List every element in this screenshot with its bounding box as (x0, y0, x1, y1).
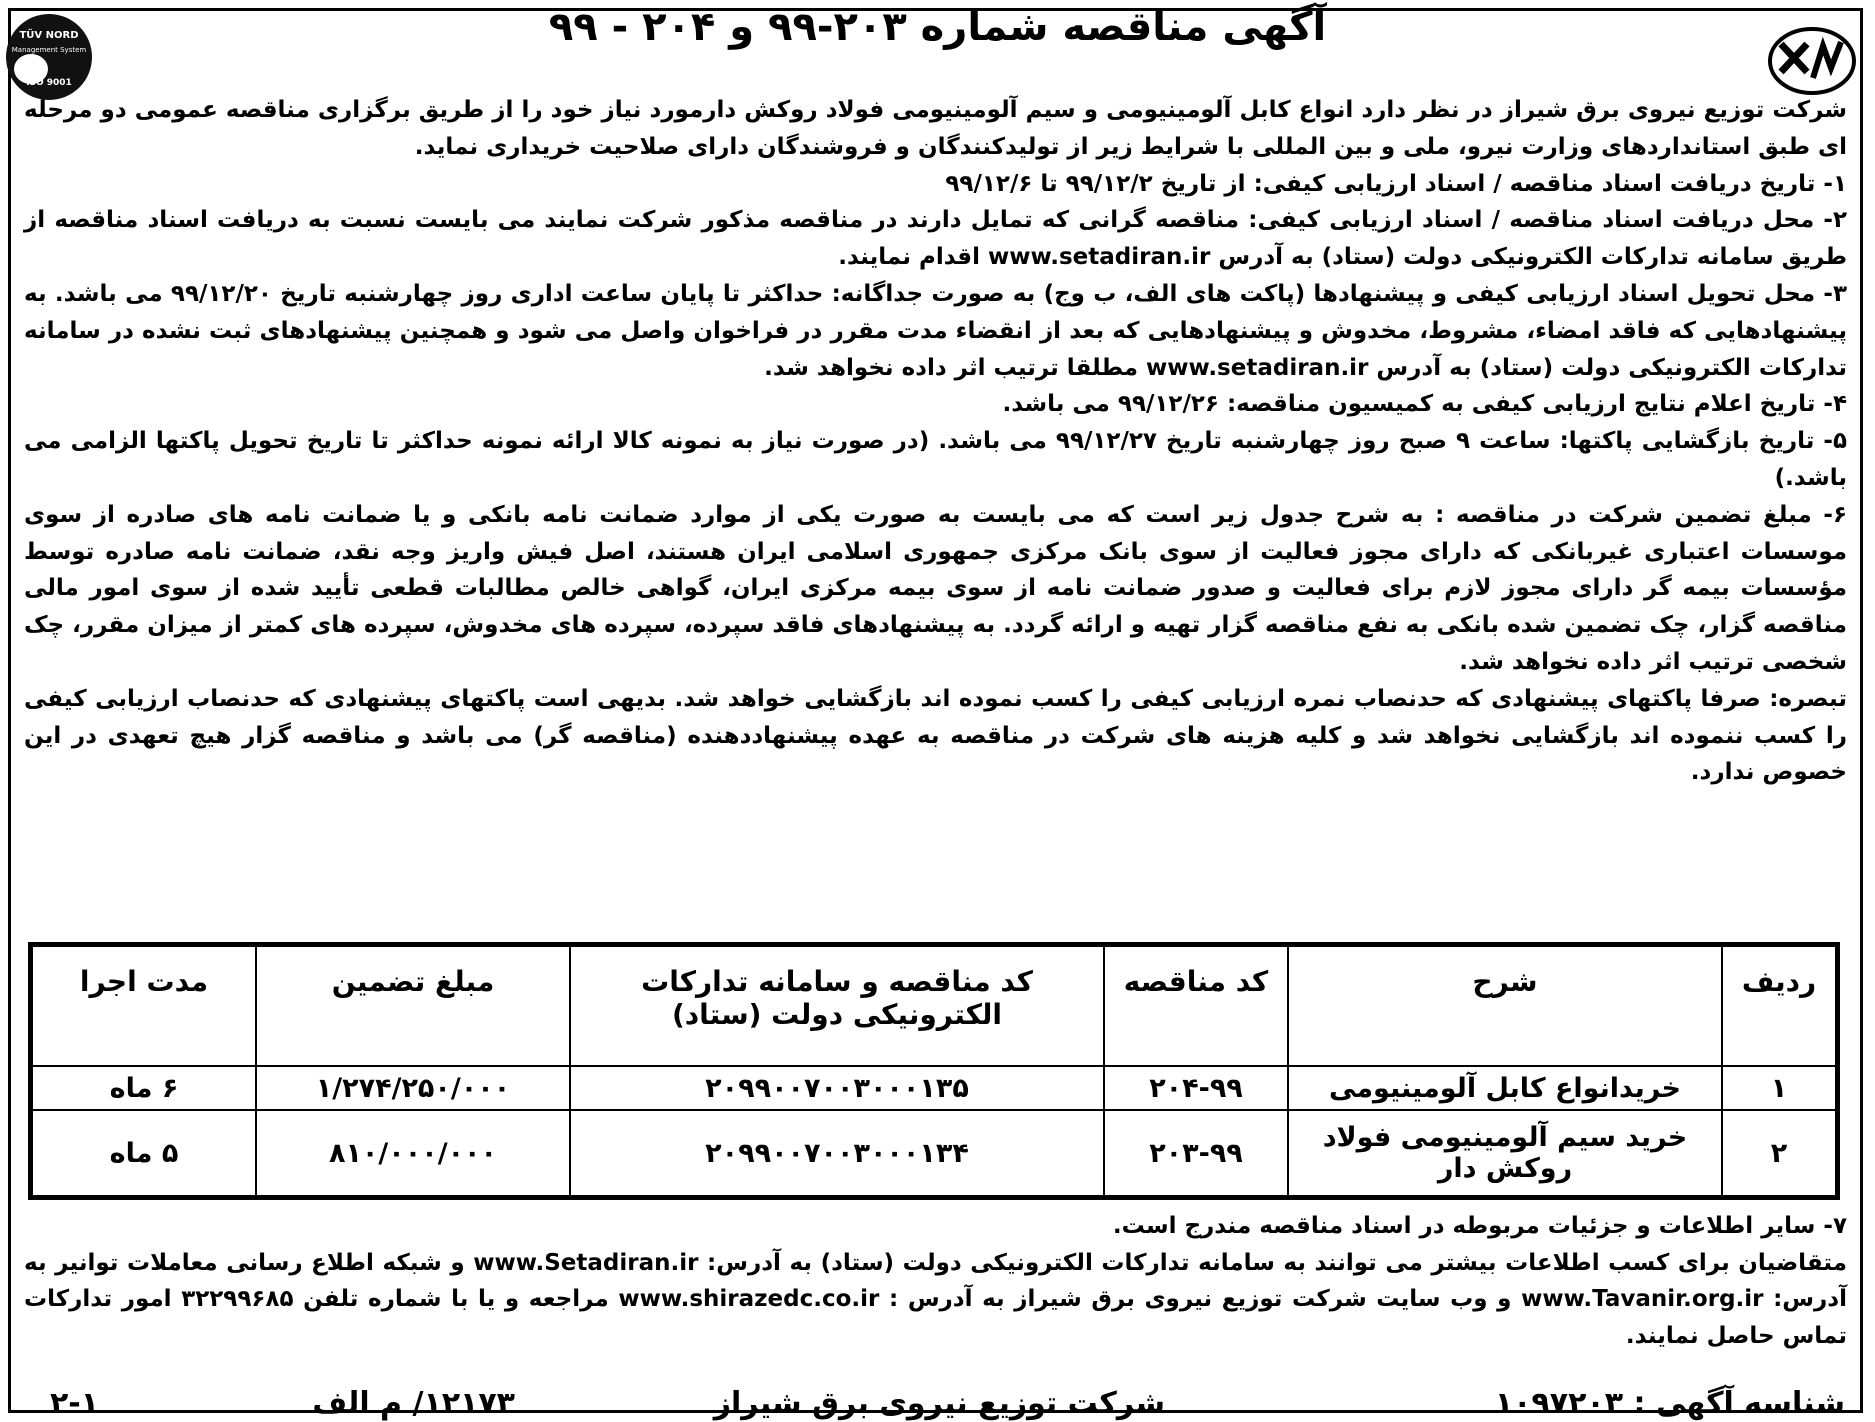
list-item (24, 497, 1847, 681)
item-text: ۹۹/۱۲/۲۶ می باشد. (1002, 391, 1227, 418)
item-text: ساعت ۹ صبح روز چهارشنبه تاریخ ۹۹/۱۲/۲۷ می باشد. (در صورت نیاز به نمونه کالا ارائه نمونه حداکثر تا تاریخ تحویل پاکتها الزامی می باشد.) (24, 428, 1847, 491)
col-header-guarantee-amount: مبلغ تضمین (256, 946, 570, 1066)
list-item (24, 166, 1847, 203)
note-item (24, 681, 1847, 791)
reference-number: ۱۲۱۷۳/ م الف (312, 1386, 515, 1421)
announcement-body (24, 92, 1847, 791)
list-item (24, 202, 1847, 276)
cell-duration: ۵ ماه (32, 1110, 256, 1196)
item-text: از تاریخ ۹۹/۱۲/۲ تا ۹۹/۱۲/۶ (945, 170, 1254, 197)
col-header-setad-code: کد مناقصه و سامانه تدارکات الکترونیکی دولت (ستاد) (570, 946, 1104, 1066)
list-item (24, 276, 1847, 386)
item-heading: ۳- محل تحویل اسناد ارزیابی کیفی و پیشنهادها (پاکت های الف، ب وج) به صورت جداگانه: (831, 280, 1847, 307)
item-heading: ۵- تاریخ بازگشایی پاکتها: (1559, 428, 1848, 455)
cell-duration: ۶ ماه (32, 1066, 256, 1110)
footer (40, 1386, 1845, 1422)
contact-paragraph: متقاضیان برای کسب اطلاعات بیشتر می توانند به سامانه تدارکات الکترونیکی دولت (ستاد) به آدرس: www.Setadiran.ir و شبکه اطلاع رسانی معاملات توانیر به آدرس: www.Tavanir.org.ir و وب سایت شرکت توزیع نیروی برق شیراز به آدرس : www.shirazedc.co.ir مراجعه و یا با شماره تلفن ۳۲۲۹۹۶۸۵ امور تدارکات تماس حاصل نمایند. (24, 1249, 1847, 1349)
item-heading: ۶- مبلغ تضمین شرکت در مناقصه : (1435, 501, 1848, 528)
logo-line-2: Management System (11, 46, 87, 54)
tender-table (28, 942, 1840, 1200)
cell-tender-code: ۲۰۳-۹۹ (1104, 1110, 1288, 1196)
cell-description: خریدانواع کابل آلومینیومی (1288, 1066, 1722, 1110)
note-heading: تبصره: (1769, 685, 1847, 712)
col-header-duration: مدت اجرا (32, 946, 256, 1066)
item-heading: ۲- محل دریافت اسناد مناقصه / اسناد ارزیابی کیفی: (1248, 207, 1847, 234)
cell-row-number: ۱ (1722, 1066, 1836, 1110)
col-header-tender-code: کد مناقصه (1104, 946, 1288, 1066)
note-text: صرفا پاکتهای پیشنهادی که حدنصاب نمره ارزیابی کیفی را کسب نموده اند بازگشایی خواهد شد. بدیهی است پاکتهای پیشنهادی که حدنصاب ارزیابی کیفی را کسب ننموده اند بازگشایی نخواهد شد و کلیه هزینه های شرکت در مناقصه به عهده پیشنهاددهنده (مناقصه گر) می باشد و مناقصه گزار هیچ تعهدی در این خصوص ندارد. (24, 685, 1847, 786)
table-row (32, 1110, 1836, 1196)
cell-description: خرید سیم آلومینیومی فولاد روکش دار (1288, 1110, 1722, 1196)
logo-line-1: TÜV NORD (19, 30, 79, 41)
col-header-row-number: ردیف (1722, 946, 1836, 1066)
item-text: حداکثر تا پایان ساعت اداری روز چهارشنبه تاریخ ۹۹/۱۲/۲۰ می باشد. به پیشنهادهایی که فاقد امضاء، مشروط، مخدوش و پیشنهادهایی که بعد از انقضاء مدت مقرر در فراخوان واصل می شود و همچنین پیشنهادهای ثبت نشده در سامانه تدارکات الکترونیکی دولت (ستاد) به آدرس www.setadiran.ir مطلقا ترتیب اثر داده نخواهد شد. (24, 280, 1847, 381)
cell-guarantee-amount: ۸۱۰/۰۰۰/۰۰۰ (256, 1110, 570, 1196)
intro-paragraph: شرکت توزیع نیروی برق شیراز در نظر دارد انواع کابل آلومینیومی و سیم آلومینیومی فولاد روکش دارمورد نیاز خود را از طریق برگزاری مناقصه عمومی دو مرحله ای طبق استانداردهای وزارت نیرو، ملی و بین المللی با شرایط زیر از تولیدکنندگان و فروشندگان دارای صلاحیت خریداری نماید. (24, 97, 1847, 160)
col-header-description: شرح (1288, 946, 1722, 1066)
cell-row-number: ۲ (1722, 1110, 1836, 1196)
cell-setad-code: ۲۰۹۹۰۰۷۰۰۳۰۰۰۱۳۵ (570, 1066, 1104, 1110)
logo-line-3: ISO 9001 (26, 78, 72, 88)
item-text: به شرح جدول زیر است که می بایست به صورت یکی از موارد ضمانت نامه بانکی و یا ضمانت نامه های صادره از سوی موسسات اعتباری غیربانکی که دارای مجوز فعالیت از سوی بانک مرکزی جمهوری اسلامی ایران هستند، اصل فیش واریز وجه نقد، ضمانت نامه صادره توسط مؤسسات بیمه گر دارای مجوز لازم برای فعالیت و صدور ضمانت نامه از سوی بیمه مرکزی ایران، گواهی خالص مطالبات قطعی تأیید شده از سوی امور مالی مناقصه گزار، چک تضمین شده بانکی به نفع مناقصه گزار تهیه و ارائه گردد. به پیشنهادهای فاقد سپرده، سپرده های مخدوش، سپرده های کمتر از میزان مقرر، چک شخصی ترتیب اثر داده نخواهد شد. (24, 501, 1847, 675)
cell-guarantee-amount: ۱/۲۷۴/۲۵۰/۰۰۰ (256, 1066, 570, 1110)
cell-tender-code: ۲۰۴-۹۹ (1104, 1066, 1288, 1110)
item-7: ۷- سایر اطلاعات و جزئیات مربوطه در اسناد مناقصه مندرج است. (1112, 1213, 1847, 1239)
table-row (32, 1066, 1836, 1110)
ad-identifier: شناسه آگهی : ۱۰۹۷۲۰۳ (1494, 1386, 1845, 1421)
page-title: آگهی مناقصه شماره ۲۰۳-۹۹ و ۲۰۴ - ۹۹ (548, 4, 1327, 50)
item-heading: ۱- تاریخ دریافت اسناد مناقصه / اسناد ارزیابی کیفی: (1253, 170, 1847, 197)
table-header-row (32, 946, 1836, 1066)
list-item (24, 423, 1847, 497)
additional-info (24, 1208, 1847, 1354)
list-item (24, 386, 1847, 423)
page-number: ۲-۱ (50, 1386, 100, 1421)
item-heading: ۴- تاریخ اعلام نتایج ارزیابی کیفی به کمیسیون مناقصه: (1226, 391, 1847, 418)
cell-setad-code: ۲۰۹۹۰۰۷۰۰۳۰۰۰۱۳۴ (570, 1110, 1104, 1196)
item-text: مناقصه گرانی که تمایل دارند در مناقصه مذکور شرکت نمایند می بایست نسبت به دریافت اسناد مناقصه از طریق سامانه تدارکات الکترونیکی دولت (ستاد) به آدرس www.setadiran.ir اقدام نمایند. (24, 207, 1847, 271)
company-name: شرکت توزیع نیروی برق شیراز (713, 1386, 1165, 1421)
